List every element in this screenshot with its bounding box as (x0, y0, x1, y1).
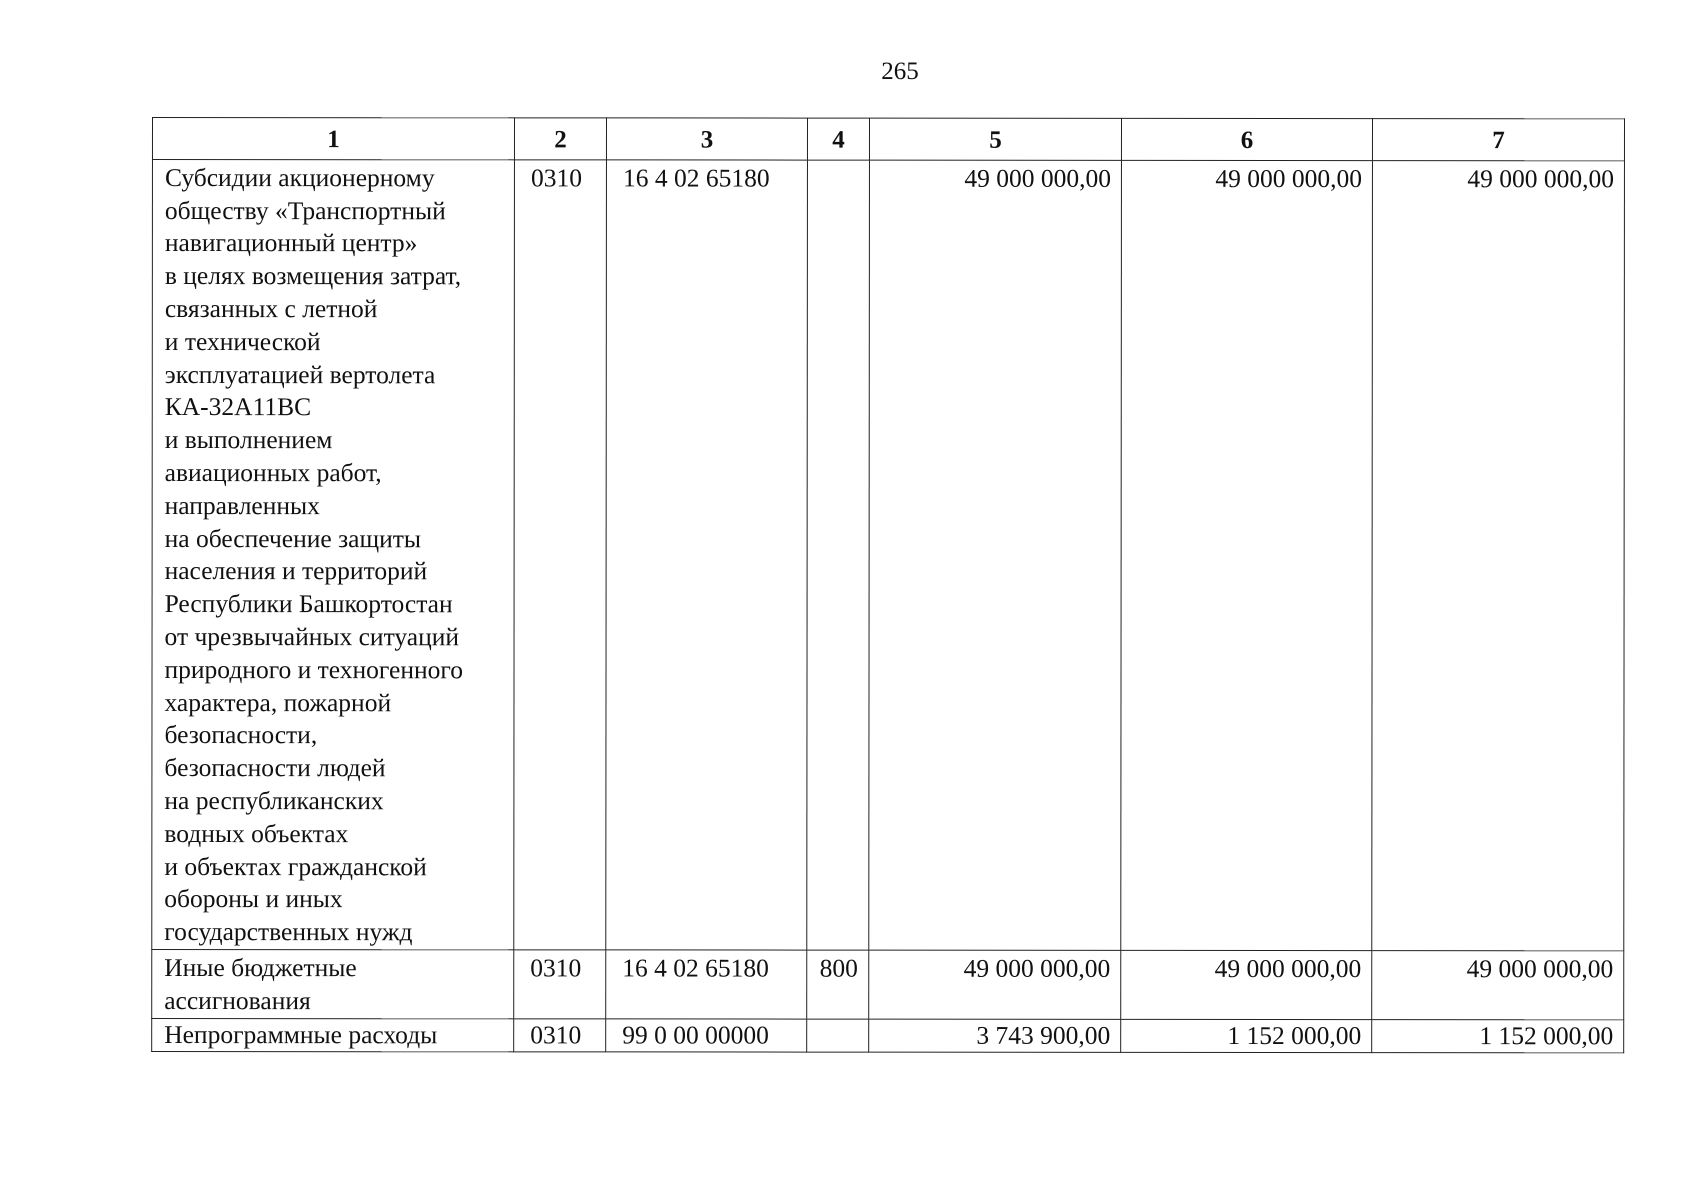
header-col-5: 5 (869, 118, 1121, 160)
row-section: 0310 (514, 950, 606, 1019)
row-amount-year2: 49 000 000,00 (1121, 950, 1372, 1019)
table-row (152, 159, 1625, 950)
row-amount-year3: 49 000 000,00 (1372, 160, 1625, 950)
row-amount-year1: 49 000 000,00 (869, 160, 1122, 950)
header-col-7: 7 (1372, 119, 1624, 161)
table-row (152, 1018, 1624, 1053)
page-number: 265 (881, 58, 919, 85)
budget-table (151, 117, 1625, 1054)
header-row (152, 118, 1624, 161)
row-type (807, 160, 870, 950)
row-amount-year2: 1 152 000,00 (1121, 1019, 1372, 1053)
header-col-6: 6 (1121, 118, 1372, 160)
header-col-4: 4 (807, 118, 869, 160)
header-col-2: 2 (514, 118, 606, 160)
row-name: Непрограммные расходы (152, 1018, 514, 1052)
row-target: 16 4 02 65180 (606, 950, 807, 1019)
row-section: 0310 (514, 160, 607, 950)
row-name: Иные бюджетные ассигнования (152, 949, 514, 1018)
row-section: 0310 (514, 1018, 606, 1052)
row-name: Субсидии акционерному обществу «Транспортный навигационный центр» в целях возмещения затрат, связанных с летной и технической эксплуатацией вертолета КА-32А11ВС и выполнением авиационных работ, направленных на обеспечение защиты населения и территорий Республики Башкортостан от чрезвычайных ситуаций природного и техногенного характера, пожарной безопасности, безопасности людей на республиканских водных объектах и объектах гражданской обороны и иных государственных нужд (152, 159, 515, 949)
row-target: 16 4 02 65180 (606, 160, 808, 950)
header-col-3: 3 (606, 118, 807, 160)
row-type: 800 (807, 950, 869, 1019)
row-amount-year1: 3 743 900,00 (869, 1019, 1121, 1053)
row-amount-year3: 1 152 000,00 (1372, 1019, 1624, 1053)
table-row (152, 949, 1624, 1019)
row-target: 99 0 00 00000 (606, 1018, 807, 1052)
row-type (807, 1019, 869, 1053)
row-amount-year3: 49 000 000,00 (1372, 950, 1624, 1019)
header-col-1: 1 (152, 118, 514, 160)
row-amount-year2: 49 000 000,00 (1121, 160, 1373, 950)
row-amount-year1: 49 000 000,00 (869, 950, 1121, 1019)
